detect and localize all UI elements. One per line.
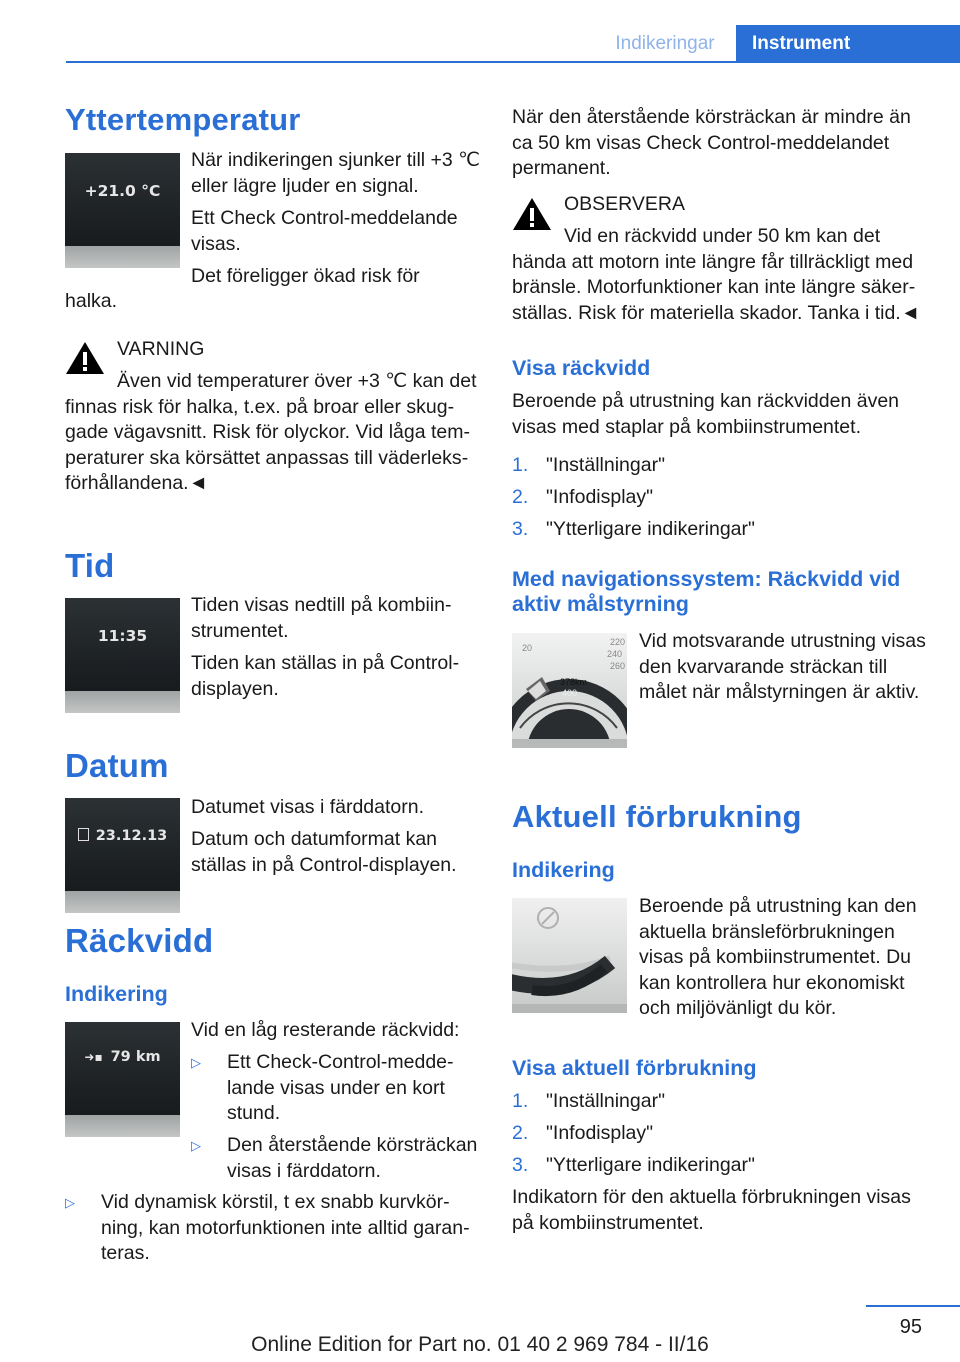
subheading-visa-rackvidd: Visa räckvidd: [512, 356, 651, 380]
temp-display-value: +21.0 °C: [84, 182, 161, 200]
header-rule: [66, 61, 960, 63]
bullet-triangle-icon: ▷: [191, 1055, 201, 1070]
image-temp-display: [65, 153, 180, 268]
calendar-icon: [78, 828, 89, 841]
image-range-display: [65, 1022, 180, 1137]
list-item: [512, 1089, 927, 1115]
list-number: 1.: [512, 454, 529, 476]
nav-range-text: Vid motsvarande utrustning visas den kvarvarande sträckan till målet när målstyrningen är aktiv.: [639, 630, 926, 703]
visa-rackvidd-text: Beroende på utrustning kan räckvidden även visas med staplar på kombiinstrumentet.: [512, 390, 900, 438]
datum-paragraph-1: Datumet visas i färddatorn.: [191, 796, 425, 818]
subheading-navigation-range: Med navigationssystem: Räckvidd vid aktiv målstyrning: [512, 567, 901, 616]
image-date-display: [65, 798, 180, 913]
heading-yttertemperatur: Yttertemperatur: [65, 102, 301, 137]
notice-label: OBSERVERA: [564, 193, 686, 215]
image-consumption-gauge: [512, 898, 627, 1013]
yttertemp-paragraph-3a: Det föreligger ökad risk för: [191, 265, 420, 287]
bullet-item: [191, 1133, 481, 1184]
final-paragraph: Indikatorn för den aktuella förbrukningen visas på kombiinstrumentet.: [512, 1186, 911, 1234]
gauge-label-20: 20: [522, 643, 533, 653]
datum-paragraph-2: Datum och datumformat kan ställas in på Control-displayen.: [191, 828, 457, 876]
notice-text: Vid en räckvidd under 50 km kan det hända att motorn inte längre får tillräckligt med bränsle. Motorfunktioner kan inte längre säkerställas. Risk för materiella skador. Tanka i tid.◄: [512, 225, 921, 324]
subheading-indikering: Indikering: [512, 858, 615, 882]
footer-rule: [866, 1305, 960, 1307]
yttertemp-paragraph-3b: halka.: [65, 290, 118, 312]
list-number: 3.: [512, 518, 529, 540]
display-bezel: [65, 246, 180, 268]
list-item: [512, 453, 927, 479]
date-display-value: 23.12.13: [95, 828, 168, 844]
yttertemp-paragraph-1: När indikeringen sjunker till +3 ℃ eller lägre ljuder en signal.: [191, 149, 481, 197]
list-number: 3.: [512, 1154, 529, 1176]
list-text: "Inställningar": [546, 454, 665, 476]
display-bezel: [65, 891, 180, 913]
bullet-text: Ett Check-Control-meddelande visas under en kort stund.: [227, 1051, 454, 1124]
header-tab-chapter: Instrument: [736, 25, 960, 62]
warning-text: Även vid temperaturer över +3 ℃ kan det finnas risk för halka, t.ex. på broar eller skuggade vägavsnitt. Risk för olyckor. Vid låga temperaturer ska körsättet anpassas till väderleksförhållandena.◄: [65, 370, 477, 494]
online-edition-footer: Online Edition for Part no. 01 40 2 969 784 - II/16: [251, 1333, 709, 1356]
subheading-indikering: Indikering: [65, 982, 168, 1006]
list-item: [512, 1121, 927, 1147]
heading-aktuell-forbrukning: Aktuell förbrukning: [512, 799, 802, 834]
yttertemp-paragraph-2: Ett Check Control-meddelande visas.: [191, 207, 458, 255]
bullet-text: Vid dynamisk körstil, t ex snabb kurvkörning, kan motorfunktionen inte alltid garanteras.: [101, 1191, 470, 1264]
list-number: 2.: [512, 1122, 529, 1144]
gauge-label-240: 240: [607, 649, 623, 659]
heading-tid: Tid: [65, 547, 115, 584]
bullet-text: Den återstående körsträckan visas i färddatorn.: [227, 1134, 478, 1182]
fuel-pump-icon: ➜▪: [84, 1050, 103, 1064]
image-time-display: [65, 598, 180, 713]
image-navigation-gauge: [512, 633, 627, 748]
warning-label: VARNING: [117, 338, 205, 360]
list-item: [512, 485, 927, 511]
bullet-item: [65, 1190, 479, 1267]
bullet-triangle-icon: ▷: [65, 1195, 75, 1210]
gauge-label-260: 260: [610, 661, 626, 671]
list-item: [512, 1153, 927, 1179]
bullet-item: [191, 1050, 481, 1127]
heading-datum: Datum: [65, 747, 169, 784]
gauge-label-400: 400: [562, 688, 578, 698]
aktuell-text: Beroende på utrustning kan den aktuella bränsleförbrukningen visas på kombiinstrumentet. Du kan kontrollera hur ekonomiskt och miljövänligt du kör.: [639, 895, 917, 1019]
list-number: 2.: [512, 486, 529, 508]
list-text: "Ytterligare indikeringar": [546, 1154, 755, 1176]
date-display-row: [65, 828, 180, 844]
header-tab-section: Indikeringar: [615, 33, 715, 54]
rackvidd-intro: Vid en låg resterande räckvidd:: [191, 1019, 460, 1041]
bullet-triangle-icon: ▷: [191, 1138, 201, 1153]
tid-paragraph-2: Tiden kan ställas in på Control-displayen.: [191, 652, 460, 700]
heading-rackvidd: Räckvidd: [65, 922, 214, 959]
subheading-visa-aktuell: Visa aktuell förbrukning: [512, 1056, 757, 1080]
list-text: "Inställningar": [546, 1090, 665, 1112]
range-warning-paragraph: När den återstående körsträckan är mindre än ca 50 km visas Check Control-meddelandet permanent.: [512, 106, 911, 179]
range-display-value: 79 km: [110, 1049, 161, 1065]
tid-paragraph-1: Tiden visas nedtill på kombiinstrumentet.: [191, 594, 452, 642]
list-item: [512, 517, 927, 543]
page-number: 95: [899, 1316, 922, 1338]
list-text: "Infodisplay": [546, 1122, 654, 1144]
display-bezel: [65, 691, 180, 713]
list-text: "Infodisplay": [546, 486, 654, 508]
time-display-value: 11:35: [97, 627, 148, 645]
list-number: 1.: [512, 1090, 529, 1112]
display-bezel: [65, 1115, 180, 1137]
gauge-label-220: 220: [610, 637, 626, 647]
range-display-row: [65, 1049, 180, 1065]
list-text: "Ytterligare indikeringar": [546, 518, 755, 540]
gauge-km-value: 378km: [560, 677, 588, 687]
